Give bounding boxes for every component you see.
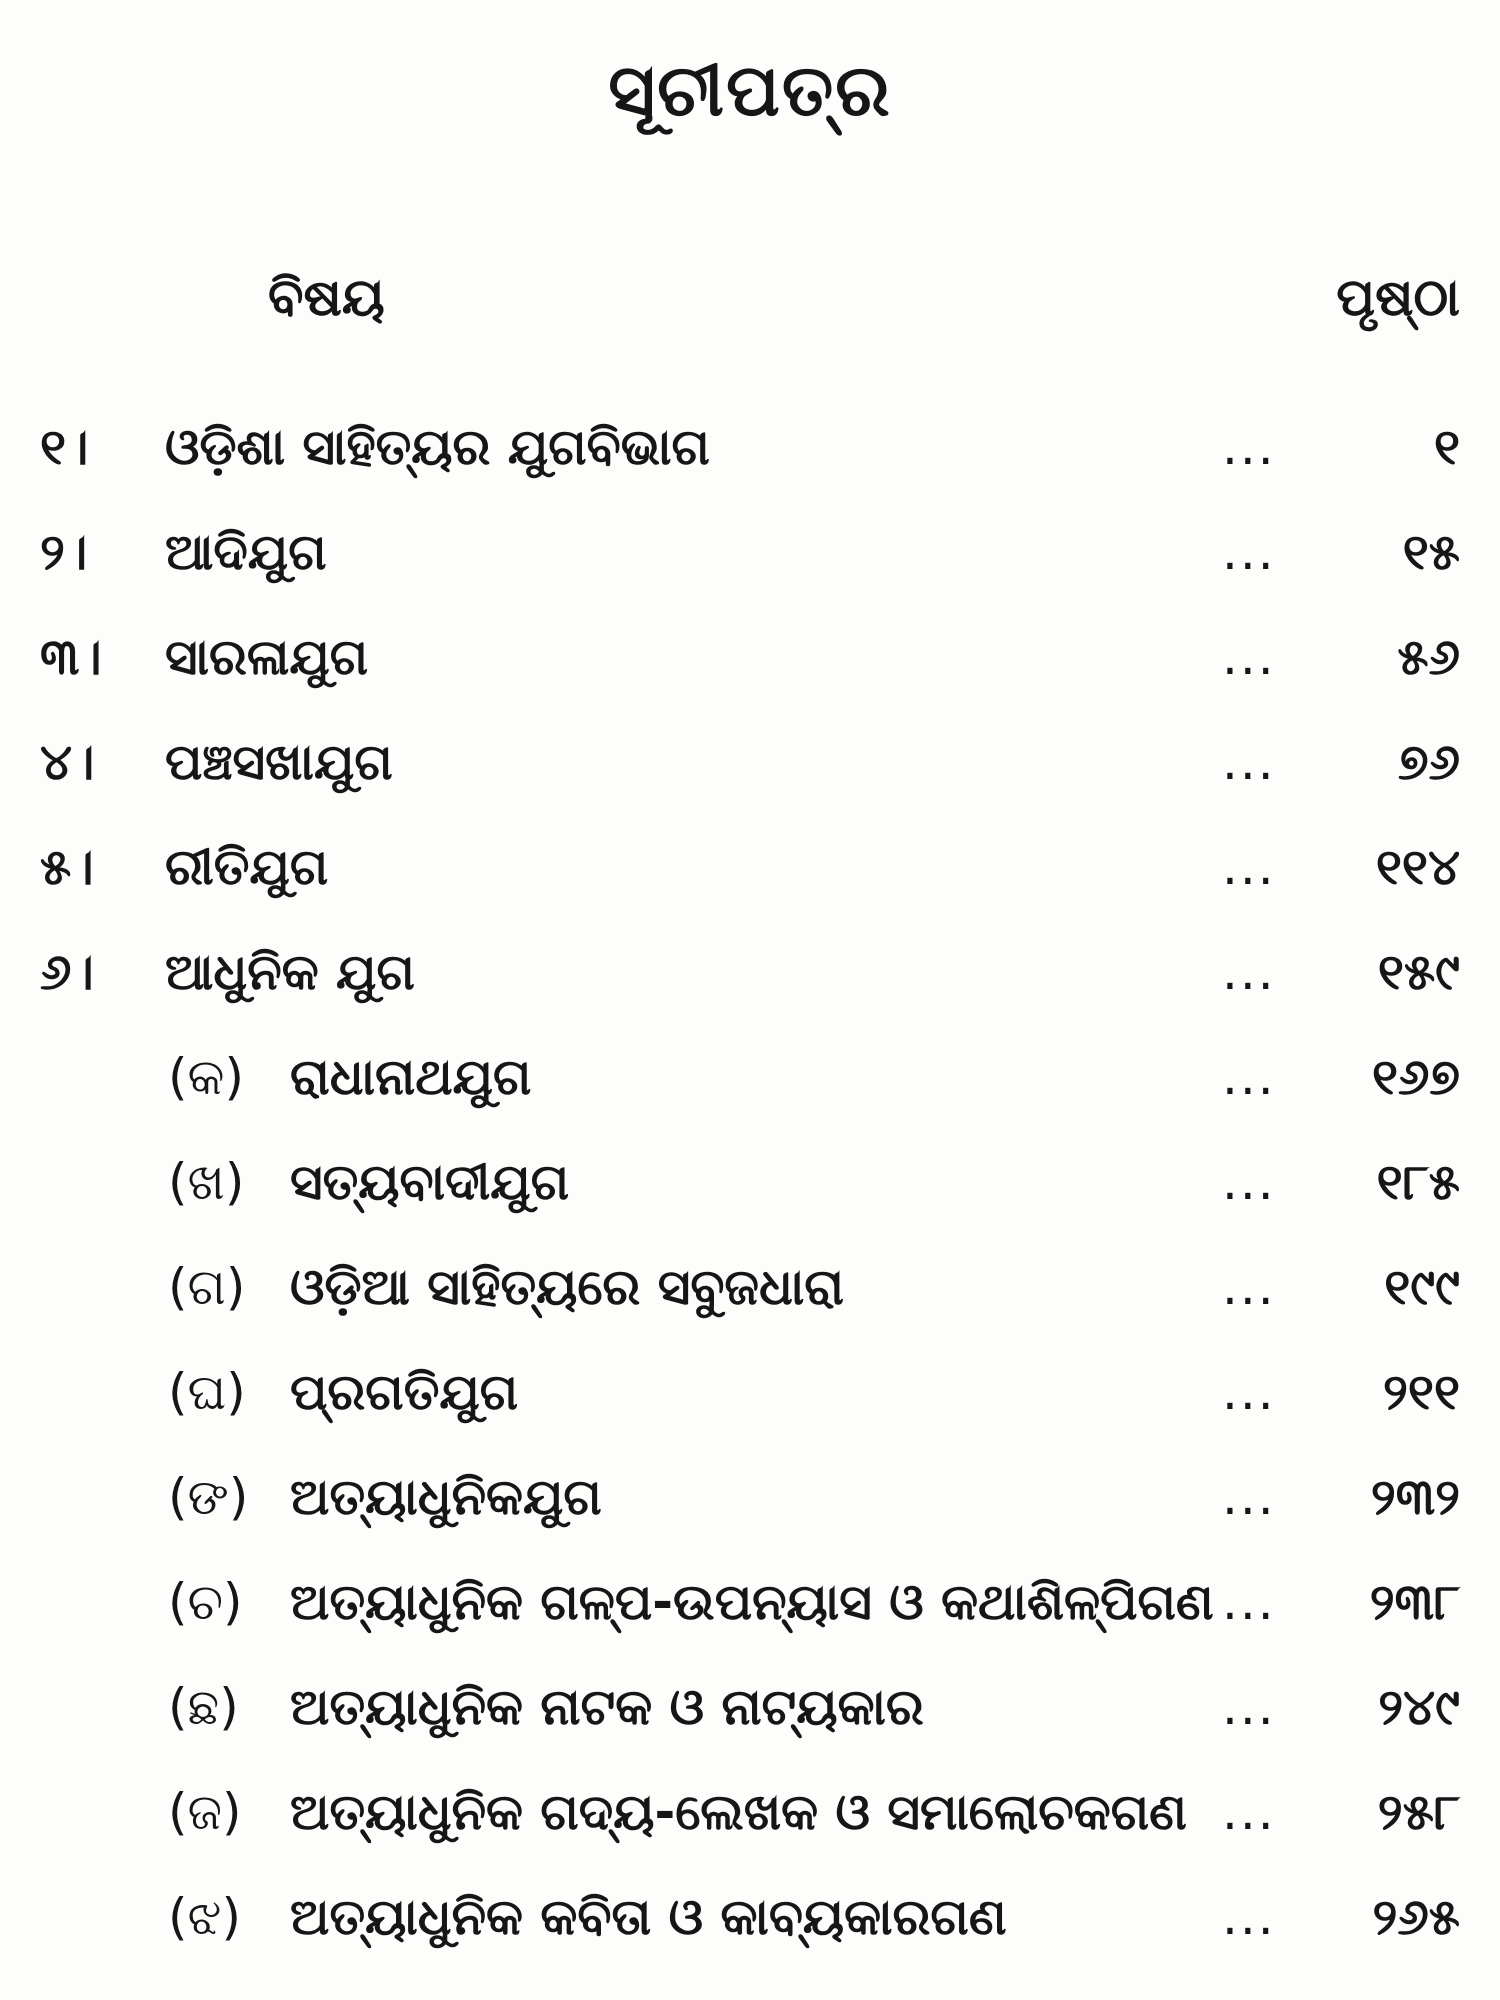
toc-entry (0, 715, 1500, 820)
entry-number: ୬। (40, 943, 94, 1001)
subentry-page: ୧୬୭ (1371, 1048, 1460, 1106)
entry-number: ୫। (40, 838, 94, 896)
leader-dots: ... (1222, 733, 1276, 791)
subentry-marker: (ଖ) (168, 1153, 245, 1211)
entry-page: ୧ (1433, 418, 1460, 476)
subentry-page: ୧୮୫ (1376, 1153, 1460, 1211)
entry-number: ୨। (40, 523, 88, 581)
page-title: ସୂଚୀପତ୍ର (608, 48, 892, 132)
subentry-page: ୨୩୨ (1370, 1468, 1460, 1526)
entry-page: ୧୫ (1402, 523, 1460, 581)
subentry-marker: (ଚ) (168, 1573, 243, 1631)
entry-label: ପଞ୍ଚସଖାଯୁଗ (165, 733, 393, 791)
leader-dots: ... (1222, 1573, 1276, 1631)
subentry-page: ୨୩୮ (1369, 1573, 1460, 1631)
leader-dots: ... (1222, 1888, 1276, 1946)
leader-dots: ... (1222, 523, 1276, 581)
entry-page: ୭୬ (1398, 733, 1460, 791)
leader-dots: ... (1222, 1363, 1276, 1421)
subentry-marker: (ଝ) (168, 1888, 241, 1946)
subentry-label: ରାଧାନାଥଯୁଗ (290, 1048, 532, 1106)
toc-subentry (0, 1555, 1500, 1660)
leader-dots: ... (1222, 1048, 1276, 1106)
entry-page: ୧୧୪ (1375, 838, 1460, 896)
leader-dots: ... (1222, 838, 1276, 896)
subentry-page: ୨୬୫ (1372, 1888, 1460, 1946)
subentry-label: ସତ୍ୟବାଦୀଯୁଗ (290, 1153, 570, 1211)
toc-subentry (0, 1030, 1500, 1135)
toc-subentry (0, 1870, 1500, 1975)
entry-number: ୩। (40, 628, 102, 686)
table-of-contents (0, 400, 1500, 1975)
subentry-marker: (ଜ) (168, 1783, 242, 1841)
entry-page: ୧୫୯ (1377, 943, 1460, 1001)
subentry-page: ୨୪୯ (1378, 1678, 1460, 1736)
toc-subentry (0, 1135, 1500, 1240)
toc-entry (0, 820, 1500, 925)
toc-subentry (0, 1450, 1500, 1555)
subentry-page: ୨୧୧ (1383, 1363, 1460, 1421)
subentry-label: ଅତ୍ୟାଧୁନିକ ଗଦ୍ୟ-ଲେଖକ ଓ ସମାଲୋଚକଗଣ (290, 1783, 1187, 1841)
subentry-page: ୧୯୯ (1384, 1258, 1460, 1316)
leader-dots: ... (1222, 418, 1276, 476)
page-column-heading: ପୃଷ୍ଠା (1336, 268, 1460, 328)
toc-subentry (0, 1660, 1500, 1765)
subentry-label: ଅତ୍ୟାଧୁନିକ ଗଳ୍ପ-ଉପନ୍ୟାସ ଓ କଥାଶିଳ୍ପିଗଣ (290, 1573, 1214, 1631)
toc-subentry (0, 1765, 1500, 1870)
leader-dots: ... (1222, 1258, 1276, 1316)
leader-dots: ... (1222, 628, 1276, 686)
subentry-marker: (ଛ) (168, 1678, 239, 1736)
subentry-marker: (କ) (168, 1048, 244, 1106)
toc-subentry (0, 1345, 1500, 1450)
leader-dots: ... (1222, 1153, 1276, 1211)
toc-entry (0, 925, 1500, 1030)
leader-dots: ... (1222, 943, 1276, 1001)
entry-number: ୧। (40, 418, 89, 476)
subentry-marker: (ଙ) (168, 1468, 249, 1526)
entry-label: ଆଦିଯୁଗ (165, 523, 327, 581)
toc-subentry (0, 1240, 1500, 1345)
subentry-page: ୨୫୮ (1377, 1783, 1460, 1841)
subentry-label: ଅତ୍ୟାଧୁନିକ ନାଟକ ଓ ନାଟ୍ୟକାର (290, 1678, 924, 1736)
entry-label: ସାରଳାଯୁଗ (165, 628, 369, 686)
subject-column-heading: ବିଷୟ (268, 268, 385, 328)
toc-entry (0, 505, 1500, 610)
subentry-marker: (ଘ) (168, 1363, 246, 1421)
entry-number: ୪। (40, 733, 95, 791)
leader-dots: ... (1222, 1678, 1276, 1736)
leader-dots: ... (1222, 1468, 1276, 1526)
subentry-label: ଅତ୍ୟାଧୁନିକଯୁଗ (290, 1468, 602, 1526)
subentry-label: ପ୍ରଗତିଯୁଗ (290, 1363, 519, 1421)
toc-entry (0, 400, 1500, 505)
subentry-label: ଓଡ଼ିଆ ସାହିତ୍ୟରେ ସବୁଜଧାରା (290, 1258, 844, 1316)
toc-entry (0, 610, 1500, 715)
subentry-label: ଅତ୍ୟାଧୁନିକ କବିତା ଓ କାବ୍ୟକାରଗଣ (290, 1888, 1007, 1946)
entry-label: ରୀତିଯୁଗ (165, 838, 329, 896)
subentry-marker: (ଗ) (168, 1258, 246, 1316)
entry-label: ଆଧୁନିକ ଯୁଗ (165, 943, 415, 1001)
entry-label: ଓଡ଼ିଶା ସାହିତ୍ୟର ଯୁଗବିଭାଗ (165, 418, 710, 476)
entry-page: ୫୬ (1397, 628, 1460, 686)
leader-dots: ... (1222, 1783, 1276, 1841)
